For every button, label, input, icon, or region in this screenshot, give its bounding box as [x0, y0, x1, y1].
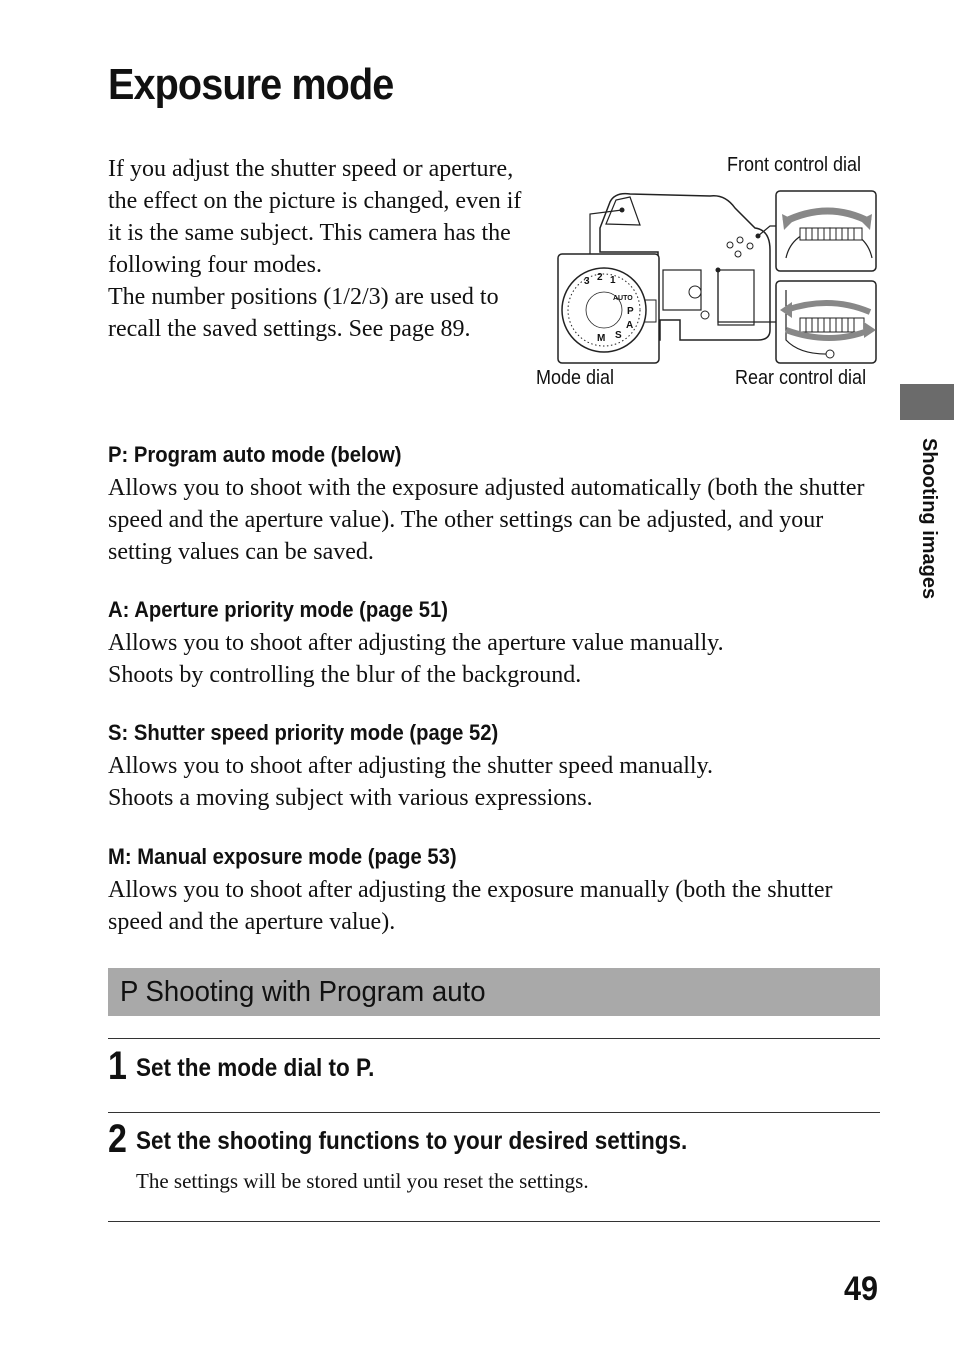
- step-number: 2: [108, 1117, 127, 1161]
- step-text: Set the mode dial to P.: [136, 1054, 375, 1082]
- front-dial-label: Front control dial: [727, 154, 862, 176]
- dial-mark: M: [597, 333, 606, 344]
- step-text: Set the shooting functions to your desired settings.: [136, 1127, 688, 1155]
- dial-mark: AUTO: [613, 295, 633, 302]
- intro-paragraph: The number positions (1/2/3) are used to recall the saved settings. See page 89.: [108, 284, 499, 342]
- section-header: [108, 968, 880, 1016]
- mode-a: [108, 597, 888, 691]
- rear-dial-inset: [776, 281, 876, 363]
- dial-mark: S: [615, 330, 622, 341]
- chapter-label: Shooting images: [918, 438, 940, 600]
- mode-s: [108, 720, 888, 814]
- mode-description: [108, 627, 888, 691]
- camera-figure: [530, 150, 890, 400]
- dial-mark: A: [626, 320, 634, 331]
- mode-heading: S: Shutter speed priority mode (page 52): [108, 720, 499, 745]
- dial-mark: 1: [610, 275, 616, 286]
- intro-paragraph: If you adjust the shutter speed or aperture, the effect on the picture is changed, even if it is the same subject. This camera has the following four modes.: [108, 156, 522, 278]
- program-mode-icon: P: [120, 975, 138, 1008]
- intro-text: [108, 153, 538, 345]
- mode-description: Allows you to shoot with the exposure adjusted automatically (both the shutter speed and the aperture value). The other settings can be adjusted, and your setting values can be saved.: [108, 475, 865, 565]
- mode-m: [108, 844, 888, 938]
- section-title: [120, 976, 486, 1009]
- section-title-text: Shooting with Program auto: [145, 975, 486, 1008]
- page-number: 49: [844, 1270, 879, 1308]
- mode-heading: P: Program auto mode (below): [108, 442, 402, 467]
- rear-dial-label: Rear control dial: [735, 367, 867, 389]
- mode-dial-inset: [558, 254, 659, 363]
- step-number: 1: [108, 1044, 127, 1088]
- mode-description-line: Shoots by controlling the blur of the background.: [108, 662, 582, 688]
- dial-mark: 3: [584, 276, 590, 287]
- divider: [108, 1038, 880, 1039]
- divider: [108, 1112, 880, 1113]
- dial-mark: 2: [597, 272, 603, 283]
- mode-description-line: Allows you to shoot after adjusting the shutter speed manually.: [108, 753, 714, 779]
- camera-illustration: [530, 150, 890, 400]
- mode-heading: M: Manual exposure mode (page 53): [108, 844, 457, 869]
- chapter-tab: [900, 384, 954, 420]
- mode-description: Allows you to shoot after adjusting the exposure manually (both the shutter speed and the aperture value).: [108, 877, 833, 935]
- step-note: The settings will be stored until you reset the settings.: [136, 1169, 589, 1193]
- mode-heading: A: Aperture priority mode (page 51): [108, 597, 449, 622]
- mode-description: [108, 750, 888, 814]
- page-title: Exposure mode: [108, 60, 394, 109]
- mode-p: [108, 442, 888, 568]
- mode-description-line: Shoots a moving subject with various expressions.: [108, 785, 593, 811]
- mode-description-line: Allows you to shoot after adjusting the aperture value manually.: [108, 630, 724, 656]
- front-dial-inset: [776, 191, 876, 271]
- dial-mark: P: [627, 306, 634, 317]
- mode-dial-label: Mode dial: [536, 367, 615, 389]
- divider: [108, 1221, 880, 1222]
